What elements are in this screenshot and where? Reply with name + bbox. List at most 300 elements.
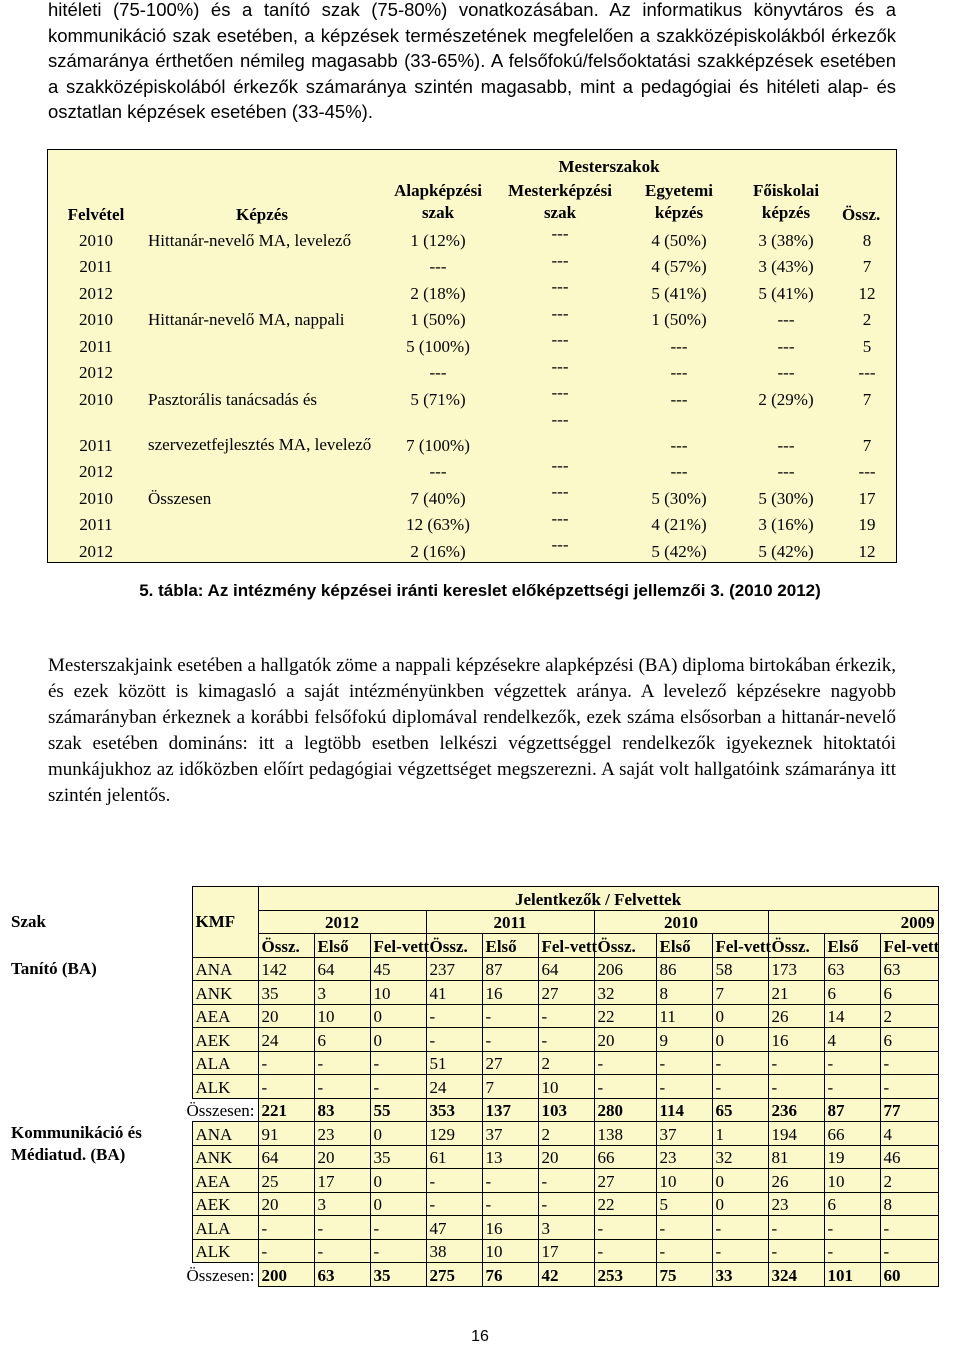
table6-cell: 2: [880, 1004, 938, 1028]
table6-cell: 0: [370, 1122, 426, 1146]
table6-cell: 129: [426, 1122, 482, 1146]
table6-cell: -: [482, 1169, 538, 1193]
table6-cell: 206: [594, 957, 656, 981]
table5-kepzes: szervezetfejlesztés MA, levelező: [148, 434, 372, 454]
table5-foiskolai: 5 (42%): [758, 541, 814, 561]
table6-cell: 35: [258, 981, 314, 1005]
table5-row: [48, 304, 896, 331]
table6-cell: 21: [768, 981, 824, 1005]
table5-alap: 5 (71%): [410, 389, 466, 409]
table6-cell: -: [656, 1051, 712, 1075]
table6-total-cell: 114: [656, 1098, 712, 1122]
table5-year: 2011: [79, 435, 113, 455]
table6-cell: -: [314, 1239, 370, 1263]
table5-row: [48, 482, 896, 509]
table5-ossz: 7: [862, 257, 872, 276]
table5-egyetemi: 4 (57%): [651, 257, 707, 276]
table6-subheader: Össz.: [426, 934, 482, 958]
table6-cell: 173: [768, 957, 824, 981]
table6-cell: -: [314, 1075, 370, 1099]
table5-mester: ---: [551, 535, 569, 554]
table6-cell: 46: [880, 1145, 938, 1169]
table6-total-cell: 324: [768, 1263, 824, 1287]
table5-ossz: 12: [858, 541, 876, 561]
table6-cell: -: [258, 1216, 314, 1240]
table5-mester: ---: [551, 455, 569, 475]
table5-foiskolai: ---: [777, 363, 795, 382]
table5-row: [48, 456, 896, 483]
table5-row: [48, 509, 896, 536]
table6-cell: -: [370, 1051, 426, 1075]
table6-cell: 22: [594, 1192, 656, 1216]
table6-total-cell: 280: [594, 1098, 656, 1122]
table6-total-cell: 236: [768, 1098, 824, 1122]
table6-kmf: ALA: [192, 1216, 258, 1240]
table5-kepzes: [144, 330, 380, 357]
table5-ossz: ---: [858, 462, 876, 481]
table6-cell: 9: [656, 1028, 712, 1052]
table6-cell: 37: [656, 1122, 712, 1146]
table6-cell: 61: [426, 1145, 482, 1169]
table5-year: 2012: [79, 283, 113, 303]
table6-total-cell: 55: [370, 1098, 426, 1122]
table6-cell: -: [426, 1169, 482, 1193]
table5-mester: ---: [551, 383, 569, 402]
table6-cell: 64: [314, 957, 370, 981]
table6-cell: 38: [426, 1239, 482, 1263]
table6-cell: -: [314, 1051, 370, 1075]
table6-cell: -: [370, 1216, 426, 1240]
table6-cell: -: [824, 1216, 880, 1240]
table5-header-mester: Mesterképzési szak: [508, 181, 612, 222]
table6-row: [8, 1004, 938, 1028]
table6-total-cell: 200: [258, 1263, 314, 1287]
table6-cell: 11: [656, 1004, 712, 1028]
table6-total-cell: 101: [824, 1263, 880, 1287]
table6-cell: 14: [824, 1004, 880, 1028]
table6-cell: 27: [538, 981, 594, 1005]
table6-cell: 0: [370, 1169, 426, 1193]
table5-kepzes: [144, 251, 380, 278]
table6-cell: 91: [258, 1122, 314, 1146]
table5-year: 2010: [79, 389, 113, 409]
table5-alap: 2 (18%): [410, 283, 466, 303]
table6-cell: 63: [880, 957, 938, 981]
table6-total-cell: 75: [656, 1263, 712, 1287]
table6-kmf: ANK: [192, 981, 258, 1005]
table5-mester: ---: [551, 224, 569, 243]
table6-year-2011: 2011: [426, 910, 594, 934]
table6-total-cell: 77: [880, 1098, 938, 1122]
table6-cell: 20: [258, 1192, 314, 1216]
table5-year: 2010: [79, 488, 113, 508]
table6-cell: 0: [712, 1028, 768, 1052]
table6-subheader: Első: [656, 934, 712, 958]
table6-cell: 0: [712, 1192, 768, 1216]
table6-cell: 10: [656, 1169, 712, 1193]
table6-row: [8, 957, 938, 981]
table6-kmf: ANA: [192, 957, 258, 981]
table6-cell: 63: [824, 957, 880, 981]
table6-cell: 5: [656, 1192, 712, 1216]
table6-kmf: AEK: [192, 1192, 258, 1216]
table6-cell: -: [712, 1075, 768, 1099]
table5-alap: 5 (100%): [406, 336, 470, 356]
table6-cell: 25: [258, 1169, 314, 1193]
table5-ossz: 5: [862, 336, 872, 356]
table5-mester: ---: [551, 482, 569, 501]
table6-cell: -: [426, 1028, 482, 1052]
table6-szak: Kommunikáció és Médiatud. (BA): [8, 1122, 192, 1169]
table5-alap: 1 (12%): [410, 230, 466, 250]
table6-cell: 3: [314, 1192, 370, 1216]
table6-cell: 4: [880, 1122, 938, 1146]
table6-cell: 10: [482, 1239, 538, 1263]
table5-egyetemi: 5 (42%): [651, 541, 707, 561]
table5-ossz: 8: [862, 230, 872, 250]
table6-cell: 2: [538, 1051, 594, 1075]
table5-alap: ---: [429, 462, 447, 481]
table6-total-cell: 65: [712, 1098, 768, 1122]
table6-year-2012: 2012: [258, 910, 426, 934]
table6-total-label: Összesen:: [8, 1098, 258, 1122]
table6-cell: 17: [314, 1169, 370, 1193]
table6-cell: -: [712, 1051, 768, 1075]
table6-cell: 66: [824, 1122, 880, 1146]
table5-year: 2010: [79, 230, 113, 250]
table6-total-cell: 63: [314, 1263, 370, 1287]
table6-cell: 7: [482, 1075, 538, 1099]
table6-cell: 64: [538, 957, 594, 981]
table6-header-group: Jelentkezők / Felvettek: [258, 887, 938, 911]
table5-year: 2011: [79, 336, 113, 356]
table6-cell: -: [594, 1216, 656, 1240]
table5-year: 2012: [79, 541, 113, 561]
table6-cell: 87: [482, 957, 538, 981]
table6-cell: 66: [594, 1145, 656, 1169]
table6-cell: -: [538, 1192, 594, 1216]
table6-cell: -: [824, 1239, 880, 1263]
table5-foiskolai: ---: [777, 336, 795, 356]
table5-foiskolai: 5 (41%): [758, 283, 814, 303]
table6-row: [8, 1239, 938, 1263]
table5-alap: 7 (40%): [410, 488, 466, 508]
table6-cell: 0: [370, 1192, 426, 1216]
table5-ossz: 7: [862, 389, 872, 409]
table6-cell: -: [370, 1239, 426, 1263]
table6-cell: 2: [538, 1122, 594, 1146]
table6-cell: 138: [594, 1122, 656, 1146]
table6-cell: 27: [482, 1051, 538, 1075]
table6-cell: 0: [712, 1004, 768, 1028]
table6-total-row: [8, 1263, 938, 1287]
table6-cell: 26: [768, 1169, 824, 1193]
table5-egyetemi: ---: [670, 435, 688, 455]
table5-kepzes: [144, 509, 380, 536]
table6-cell: -: [538, 1028, 594, 1052]
table6-cell: -: [482, 1028, 538, 1052]
table6-cell: 23: [768, 1192, 824, 1216]
table5-egyetemi: 4 (50%): [651, 230, 707, 250]
table6-total-label: Összesen:: [8, 1263, 258, 1287]
table5-egyetemi: ---: [670, 336, 688, 356]
table6-cell: 4: [824, 1028, 880, 1052]
table5-header-egyetemi: Egyetemi képzés: [645, 181, 713, 222]
table6-cell: 10: [314, 1004, 370, 1028]
table5-kepzes: Pasztorális tanácsadás és: [148, 389, 317, 409]
table5-row: [48, 251, 896, 278]
table5-row: [48, 535, 896, 562]
table6-cell: 35: [370, 1145, 426, 1169]
table6-cell: 20: [538, 1145, 594, 1169]
table5-foiskolai: ---: [777, 462, 795, 481]
table6-subheader: Első: [824, 934, 880, 958]
table6-cell: -: [370, 1075, 426, 1099]
table5-ossz: 19: [858, 515, 876, 534]
table5-mester: ---: [551, 277, 569, 296]
table6-cell: 8: [880, 1192, 938, 1216]
table5-row: [48, 410, 896, 456]
table6-cell: 16: [482, 1216, 538, 1240]
table6-kmf: ALK: [192, 1239, 258, 1263]
table6-cell: -: [768, 1216, 824, 1240]
table5-kepzes: [144, 357, 380, 384]
table6-cell: -: [426, 1004, 482, 1028]
table6-cell: -: [538, 1004, 594, 1028]
table5-row: [48, 357, 896, 384]
table6-cell: -: [824, 1075, 880, 1099]
table6-cell: 37: [482, 1122, 538, 1146]
table5-mester: ---: [551, 250, 569, 270]
table6-row: [8, 1028, 938, 1052]
table5-mester: ---: [551, 303, 569, 323]
table6-cell: 142: [258, 957, 314, 981]
table6-row: [8, 981, 938, 1005]
table6-szak: Tanító (BA): [8, 957, 192, 981]
table6-cell: -: [538, 1169, 594, 1193]
table5-mester: ---: [551, 356, 569, 376]
table6-total-cell: 87: [824, 1098, 880, 1122]
table6-subheader: Fel-vett: [712, 934, 768, 958]
table6-cell: 45: [370, 957, 426, 981]
table6-subheader: Első: [314, 934, 370, 958]
table6-kmf: ANK: [192, 1145, 258, 1169]
table5-mester: ---: [551, 330, 569, 349]
table5-egyetemi: ---: [670, 389, 688, 409]
table5-header-kepzes: Képzés: [236, 205, 288, 224]
table6-cell: 6: [880, 1028, 938, 1052]
table6-cell: 10: [824, 1169, 880, 1193]
table6-cell: -: [824, 1051, 880, 1075]
table6-cell: -: [712, 1216, 768, 1240]
table5-alap: ---: [429, 363, 447, 382]
table6-total-cell: 42: [538, 1263, 594, 1287]
table6-cell: 3: [314, 981, 370, 1005]
table6-kmf: AEA: [192, 1004, 258, 1028]
table5-header-alap: Alapképzési szak: [394, 181, 482, 222]
table6-cell: 0: [370, 1004, 426, 1028]
table6-cell: 16: [482, 981, 538, 1005]
table5-foiskolai: 3 (38%): [758, 230, 814, 250]
table6-cell: 20: [594, 1028, 656, 1052]
table6-kmf: AEK: [192, 1028, 258, 1052]
table6-kmf: ALA: [192, 1051, 258, 1075]
table6-subheader: Fel-vett: [538, 934, 594, 958]
table6-total-cell: 33: [712, 1263, 768, 1287]
table5-kepzes: [144, 456, 380, 483]
table5-egyetemi: 5 (41%): [651, 283, 707, 303]
table6-cell: -: [594, 1239, 656, 1263]
table5-row: [48, 330, 896, 357]
table6-subheader: Össz.: [594, 934, 656, 958]
table6-cell: 86: [656, 957, 712, 981]
table6-cell: -: [258, 1051, 314, 1075]
table6-cell: 81: [768, 1145, 824, 1169]
table5-group-header: Mesterszakok: [558, 157, 660, 176]
table5-kepzes: Hittanár-nevelő MA, nappali: [148, 310, 345, 329]
table6-cell: 24: [426, 1075, 482, 1099]
table5-egyetemi: 1 (50%): [651, 310, 707, 329]
table5-header-ossz: Össz.: [842, 205, 881, 224]
table5-mester: ---: [551, 508, 569, 528]
table6-cell: -: [426, 1192, 482, 1216]
table5-caption: 5. tábla: Az intézmény képzései iránti kereslet előképzettségi jellemzői 3. (2010 2012): [139, 581, 821, 600]
table6-cell: -: [768, 1239, 824, 1263]
table6-kmf: ALK: [192, 1075, 258, 1099]
table6-cell: 6: [824, 1192, 880, 1216]
table6-cell: 10: [538, 1075, 594, 1099]
table6-subheader: Fel-vett: [370, 934, 426, 958]
table6-total-row: [8, 1098, 938, 1122]
table5-row: [48, 277, 896, 304]
table6-cell: -: [880, 1051, 938, 1075]
table6-cell: -: [656, 1239, 712, 1263]
table6-total-cell: 137: [482, 1098, 538, 1122]
table5-year: 2010: [79, 310, 113, 329]
table5-alap: 2 (16%): [410, 541, 466, 561]
table6-cell: 0: [370, 1028, 426, 1052]
table6-cell: 41: [426, 981, 482, 1005]
table6-cell: 2: [880, 1169, 938, 1193]
table6-cell: 17: [538, 1239, 594, 1263]
table5-foiskolai: ---: [777, 435, 795, 455]
table6-cell: -: [880, 1075, 938, 1099]
table6-cell: 6: [880, 981, 938, 1005]
table5-kepzes: [144, 535, 380, 562]
table6-cell: -: [656, 1216, 712, 1240]
table5-alap: 7 (100%): [406, 435, 470, 455]
table6-cell: -: [482, 1004, 538, 1028]
table5-foiskolai: ---: [777, 310, 795, 329]
table6-cell: 23: [656, 1145, 712, 1169]
table6-cell: 27: [594, 1169, 656, 1193]
table6-cell: -: [258, 1239, 314, 1263]
table6-row: [8, 1216, 938, 1240]
table6-cell: 64: [258, 1145, 314, 1169]
table6-total-cell: 275: [426, 1263, 482, 1287]
table5-year: 2011: [79, 515, 113, 534]
table6-total-cell: 76: [482, 1263, 538, 1287]
table6-year-2009: 2009: [768, 910, 938, 934]
page-number: 16: [471, 1328, 489, 1345]
table6-total-cell: 221: [258, 1098, 314, 1122]
table6-cell: 10: [370, 981, 426, 1005]
table6-year-2010: 2010: [594, 910, 768, 934]
table5-alap: 12 (63%): [406, 515, 470, 534]
table6-kmf: ANA: [192, 1122, 258, 1146]
table5-year: 2012: [79, 462, 113, 481]
table5-row: [48, 224, 896, 251]
table6-subheader: Össz.: [768, 934, 824, 958]
table5-ossz: ---: [858, 363, 876, 382]
table6-cell: -: [482, 1192, 538, 1216]
table6-row: [8, 1051, 938, 1075]
table5-egyetemi: ---: [670, 462, 688, 481]
table6-row: [8, 1192, 938, 1216]
table6-header-kmf: KMF: [192, 887, 258, 958]
table6-cell: 51: [426, 1051, 482, 1075]
table5-ossz: 7: [862, 435, 872, 455]
table6-subheader: Első: [482, 934, 538, 958]
table6-total-cell: 83: [314, 1098, 370, 1122]
table5-mester: ---: [551, 409, 569, 429]
table6-total-cell: 60: [880, 1263, 938, 1287]
table5-alap: ---: [429, 257, 447, 276]
table5-year: 2012: [79, 363, 113, 382]
table5-egyetemi: ---: [670, 363, 688, 382]
table5-header-felvetel: Felvétel: [67, 205, 125, 224]
table6-cell: -: [594, 1051, 656, 1075]
table6-cell: 3: [538, 1216, 594, 1240]
table6-cell: -: [768, 1075, 824, 1099]
table6-row: [8, 1122, 938, 1146]
table6-cell: -: [712, 1239, 768, 1263]
table6-cell: -: [656, 1075, 712, 1099]
table6-total-cell: 103: [538, 1098, 594, 1122]
table6-cell: 6: [314, 1028, 370, 1052]
table5-egyetemi: 5 (30%): [651, 488, 707, 508]
table6-cell: 0: [712, 1169, 768, 1193]
table-5: [48, 150, 896, 562]
table6-cell: 23: [314, 1122, 370, 1146]
table6-cell: 47: [426, 1216, 482, 1240]
table6-cell: 6: [824, 981, 880, 1005]
table5-foiskolai: 3 (16%): [758, 515, 814, 534]
table5-kepzes: Összesen: [148, 488, 212, 508]
table6-cell: 19: [824, 1145, 880, 1169]
table6-total-cell: 353: [426, 1098, 482, 1122]
table5-row: [48, 383, 896, 410]
table6-kmf: AEA: [192, 1169, 258, 1193]
table6-cell: 20: [314, 1145, 370, 1169]
table5-foiskolai: 3 (43%): [758, 257, 814, 276]
table5-ossz: 2: [862, 310, 872, 329]
table5-ossz: 12: [858, 283, 876, 303]
table6-total-cell: 35: [370, 1263, 426, 1287]
table6-subheader: Össz.: [258, 934, 314, 958]
table6-cell: 32: [594, 981, 656, 1005]
table6-cell: 16: [768, 1028, 824, 1052]
table5-alap: 1 (50%): [410, 310, 466, 329]
table6-cell: -: [880, 1239, 938, 1263]
table6-cell: 194: [768, 1122, 824, 1146]
table5-kepzes: Hittanár-nevelő MA, levelező: [148, 230, 352, 250]
table6-header-szak: Szak: [8, 887, 192, 958]
table6-cell: -: [594, 1075, 656, 1099]
table5-ossz: 17: [858, 488, 876, 508]
table6-cell: 20: [258, 1004, 314, 1028]
intro-paragraph: hitéleti (75-100%) és a tanító szak (75-80%) vonatkozásában. Az informatikus könyvtáros és a kommunikáció szak esetében, a képzések természetének megfelelően a szakközépiskolákból érkezők számaránya érthetően némileg magasabb (33-65%). A felsőfokú/felsőoktatási szakképzések esetében a szakközépiskolából érkezők számaránya szintén magasabb, mint a pedagógiai és hitéleti alap- és osztatlan képzések esetében (33-45%).: [48, 0, 896, 122]
